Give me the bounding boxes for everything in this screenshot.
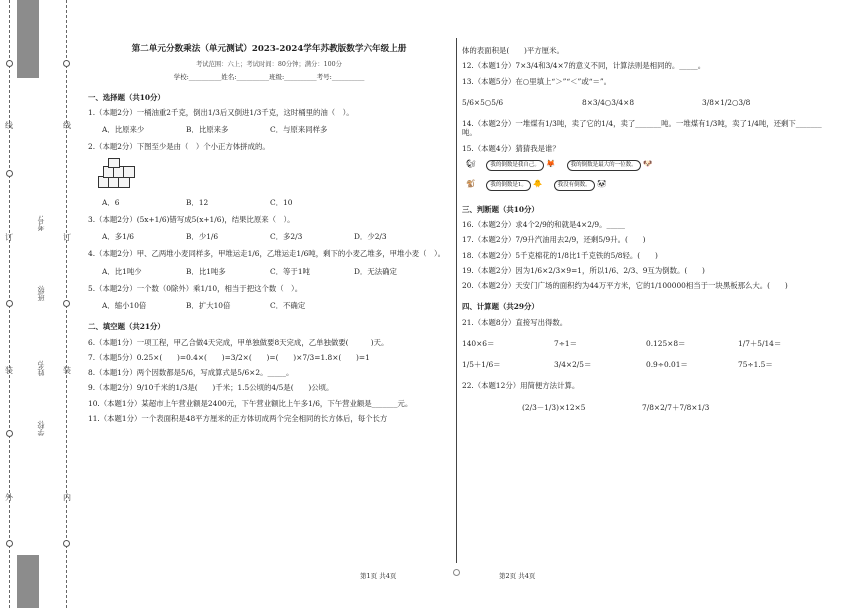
inner-char-nei: 内 [63,493,71,502]
section-choice-title: 一、选择题（共10分） [88,92,165,102]
animal-icon: 🐥 [533,178,543,188]
binding-hole [63,60,70,67]
calc-item: (2/3－1/3)×12×5 [522,402,586,412]
section-judge-title: 三、判断题（共10分） [462,204,539,214]
question-15-row1 [466,159,832,173]
question-3: 3.（本题2分）(5x+1/6)错写成5(x+1/6)，结果比原来（ ）。 [88,214,295,224]
option: B．比原来多 [186,125,229,135]
section-calc-title: 四、计算题（共29分） [462,302,539,312]
page-title: 第二单元分数乘法（单元测试）2023-2024学年苏教版数学六年级上册 [131,44,407,54]
question-19: 19.（本题2分）因为1/6×2/3×9=1，所以1/6、2/3、9互为倒数。( ) [462,265,705,275]
question-5: 5.（本题2分）一个数（0除外）乘1/10，相当于把这个数（ ）。 [88,283,303,293]
question-13: 13.（本题5分）在○里填上“＞”“＜”或“＝”。 [462,76,612,86]
cube-figure [98,158,450,190]
inner-char-ding: 订 [63,233,71,242]
binding-hole [6,540,13,547]
question-21-row1 [462,339,832,348]
binding-hole [6,300,13,307]
speech-bubble: 我没有倒数。 [554,180,595,191]
outer-char-wai: 外 [5,493,13,502]
outer-char-zhuang: 装 [5,366,13,375]
binding-hole [63,540,70,547]
speech-bubble: 我的倒数是我自己。 [486,160,544,171]
question-2: 2.（本题2分）下图至少是由（ ）个小正方体拼成的。 [88,142,270,152]
animal-icon: 🐶 [642,158,653,168]
exam-scope: 考试范围：六上；考试时间：80分钟；满分：100分 [196,60,342,68]
label-kaohao: 考号: [37,215,45,232]
question-3-options [102,232,450,241]
question-1-options [102,125,450,134]
option: C．不确定 [270,301,306,311]
animal-icon: 🐒 [466,178,476,188]
center-mark-icon [453,569,460,576]
speech-bubble: 我的倒数是最大的一位数。 [567,160,641,171]
question-17: 17.（本题2分）7/9升汽油用去2/9，还剩5/9升。( ) [462,235,646,245]
question-15-row2 [466,179,832,193]
compare-item: 5/6×5○5/6 [462,97,504,107]
binding-strip [0,0,82,608]
option: A．比1吨少 [102,266,142,276]
right-column [462,40,832,424]
question-6: 6.（本题1分）一项工程，甲乙合做4天完成，甲单独做要8天完成，乙单独做要( )天。 [88,337,389,347]
question-12: 12.（本题1分）7×3/4和3/4×7的意义不同，计算法则是相同的。_____。 [462,61,706,71]
compare-item: 8×3/4○3/4×8 [582,97,635,107]
inner-char-xian: 线 [63,121,71,130]
inner-char-zhuang: 装 [63,366,71,375]
calc-item: 7÷1＝ [554,338,577,348]
binding-hole [6,60,13,67]
animal-icon: 🦊 [546,158,556,168]
option: A．比原来少 [102,125,145,135]
option: B．比1吨多 [186,266,226,276]
option: A．多1/6 [102,232,135,242]
question-13-items [462,98,832,107]
question-5-options [102,301,450,310]
question-11: 11.（本题1分）一个表面积是48平方厘米的正方体切成两个完全相同的长方体后，每个长方 [88,413,388,423]
binding-gray-bottom [17,555,39,608]
option: B．12 [186,197,209,207]
question-20: 20.（本题2分）天安门广场的面积约为44万平方米，它的1/100000相当于一块黑板那么大。( ) [462,281,788,290]
option: D．少2/3 [354,232,387,242]
outer-char-ding: 订 [5,233,13,242]
question-11-cont: 体的表面积是( )平方厘米。 [462,46,564,55]
calc-item: 75÷1.5＝ [738,360,773,369]
question-21-row2 [462,360,832,369]
page-number-2: 第2页 共4页 [499,572,536,580]
option: C．多2/3 [270,232,303,242]
outer-char-xian: 线 [5,121,13,130]
option: C．等于1吨 [270,266,310,276]
option: D．无法确定 [354,266,397,276]
question-16: 16.（本题2分）求4个2/9的和就是4×2/9。_____ [462,220,626,229]
question-10: 10.（本题1分）某超市上午营业额是2400元，下午营业额比上午多1/6，下午营业额是_______元。 [88,398,413,408]
question-22-items [522,403,832,412]
binding-hole [6,430,13,437]
option: C．10 [270,197,293,207]
question-18: 18.（本题2分）5千克棉花的1/8比1千克铁的5/8轻。( ) [462,250,658,260]
label-xuexiao: 学校: [37,420,45,437]
animal-icon: 🐼 [596,178,607,188]
option: C．与原来同样多 [270,125,328,135]
label-banji: 班级: [37,285,45,302]
calc-item: 1/5＋1/6＝ [462,360,501,369]
calc-item: 1/7＋5/14＝ [738,338,782,348]
question-22: 22.（本题12分）用简便方法计算。 [462,381,580,391]
question-15: 15.（本题4分）猜猜我是谁？ [462,143,560,153]
question-21: 21.（本题8分）直接写出得数。 [462,317,568,327]
question-4-options [102,267,450,276]
question-7: 7.（本题5分）0.25×( )=0.4×( )=3/2×( )=( )×7/3=1.8×( )=1 [88,352,370,362]
left-column [88,40,450,429]
question-9: 9.（本题2分）9/10千米的1/3是( )千米；1.5公顷的4/5是( )公顷。 [88,383,334,393]
binding-gray-top [17,0,39,78]
speech-bubble: 我的倒数是1。 [486,180,531,191]
binding-hole [63,300,70,307]
question-2-options [102,198,450,207]
binding-hole [6,170,13,177]
label-xingming: 姓名: [37,360,45,377]
option: A．缩小10倍 [102,301,147,311]
question-14: 14.（本题2分）一堆煤有1/3吨，卖了它的1/4，卖了_______吨。一堆煤有1/3吨，卖了1/4吨，还剩下_______吨。 [462,119,822,138]
compare-item: 3/8×1/2○3/8 [702,97,751,107]
section-fill-title: 二、填空题（共21分） [88,322,165,332]
option: A．6 [102,197,120,207]
calc-item: 3/4×2/5＝ [554,360,592,369]
question-4: 4.（本题2分）甲、乙两堆小麦同样多，甲堆运走1/6，乙堆运走1/6吨，剩下的小麦乙堆多，甲堆小麦（ ）。 [88,249,446,259]
calc-item: 0.125×8＝ [646,338,686,348]
question-1: 1.（本题2分）一桶油重2千克，倒出1/3后又倒进1/3千克，这时桶里的油（ ）。 [88,107,354,117]
student-fields: 学校:__________姓名:__________班级:__________考号:__________ [173,72,365,81]
column-divider [456,38,457,563]
page-number-1: 第1页 共4页 [360,572,397,580]
calc-item: 7/8×2/7＋7/8×1/3 [642,402,710,412]
option: B．少1/6 [186,232,219,242]
animal-icon: 🐿 [466,158,476,168]
calc-item: 140×6＝ [462,338,495,348]
calc-item: 0.9÷0.01＝ [646,360,688,369]
question-8: 8.（本题1分）两个因数都是5/6，写成算式是5/6×2。_____。 [88,368,294,378]
option: B．扩大10倍 [186,301,231,311]
